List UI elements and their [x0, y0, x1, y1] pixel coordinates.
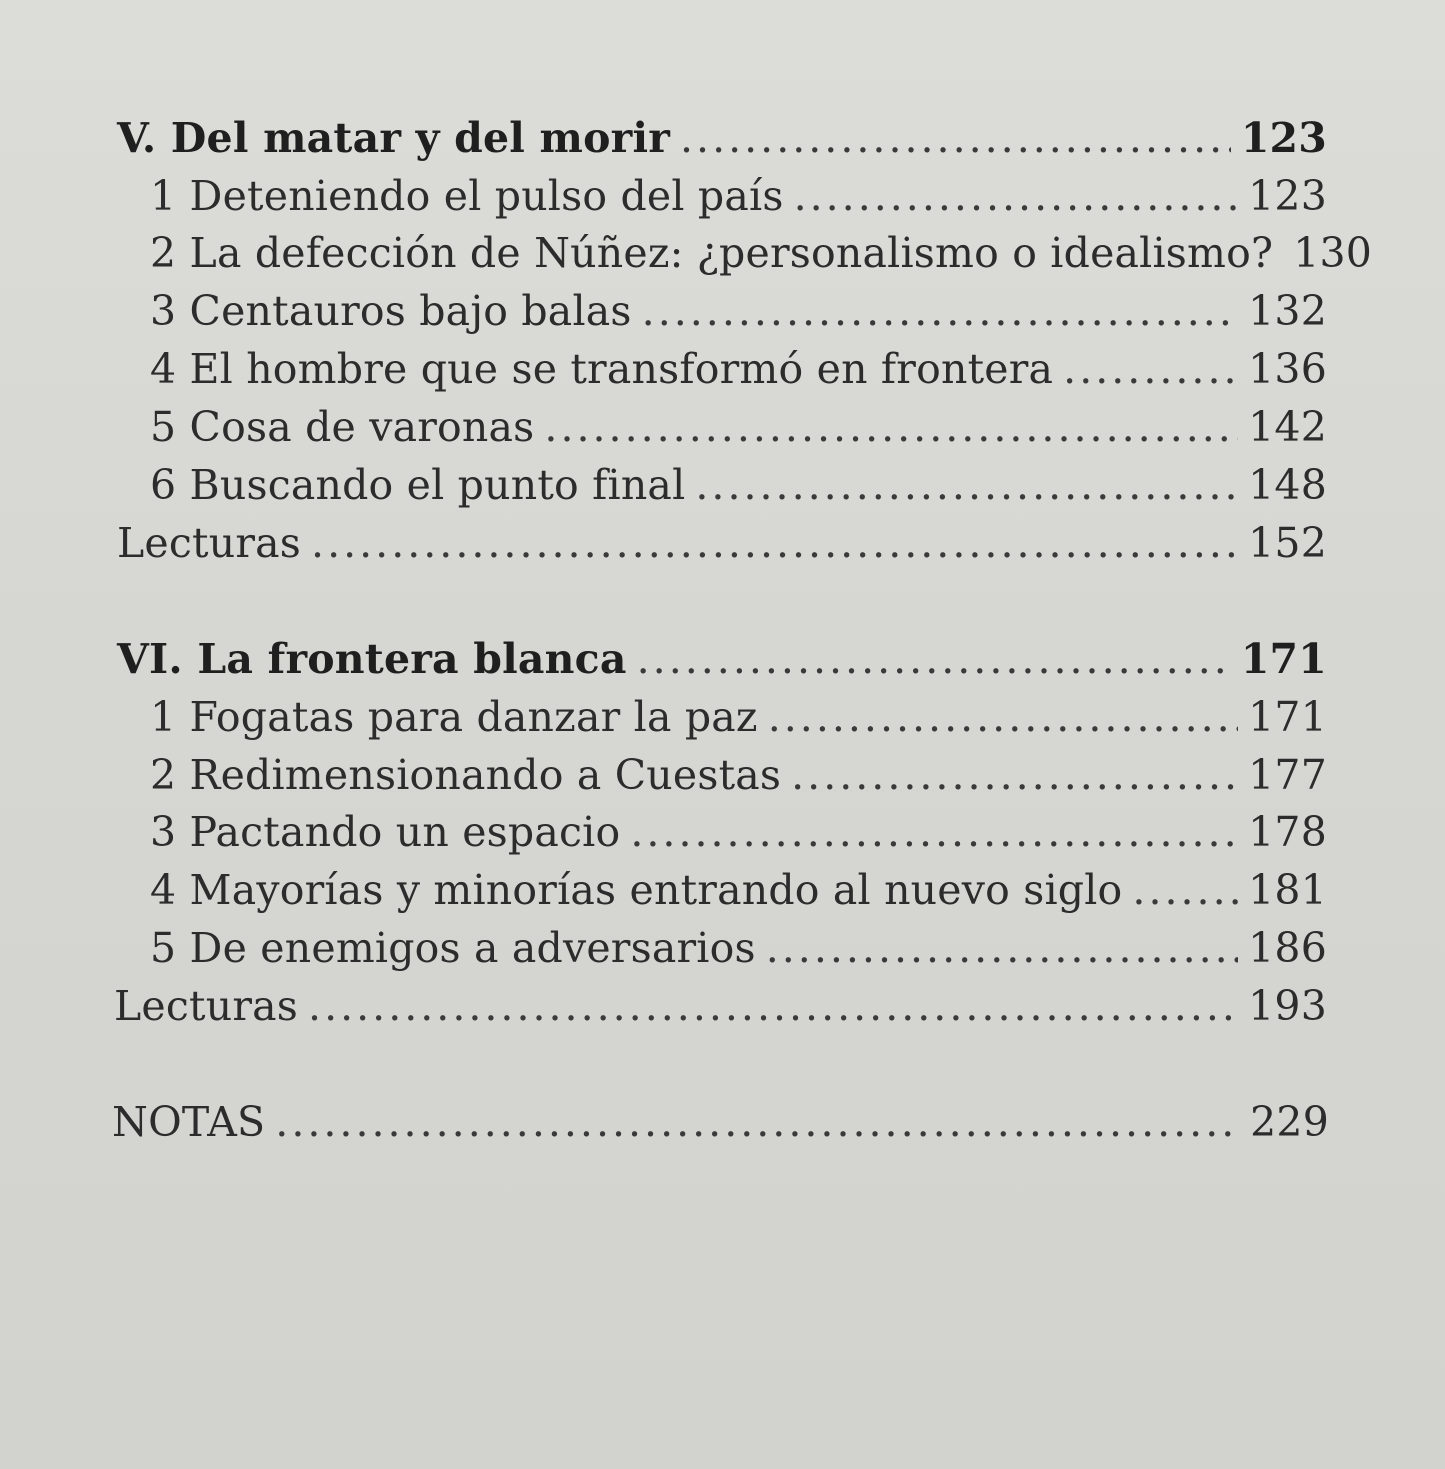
section-title: 2 Redimensionando a Cuestas [150, 751, 782, 799]
dot-leader [308, 980, 1238, 1032]
section-page-number: 178 [1248, 808, 1327, 856]
section-page-number: 186 [1248, 924, 1327, 972]
notes-page-number: 229 [1250, 1098, 1329, 1146]
section-title: 6 Buscando el punto final [150, 461, 686, 509]
toc-section [0, 170, 1445, 222]
toc-section [0, 864, 1445, 916]
readings-title: Lecturas [117, 519, 302, 567]
toc-section [0, 749, 1445, 801]
toc-section [0, 691, 1445, 743]
dot-leader [642, 285, 1238, 337]
section-title: 4 Mayorías y minorías entrando al nuevo siglo [150, 866, 1123, 914]
section-page-number: 132 [1248, 287, 1327, 335]
toc-readings [0, 517, 1445, 569]
dot-leader [791, 749, 1238, 801]
readings-page-number: 193 [1248, 982, 1327, 1030]
section-page-number: 181 [1248, 866, 1327, 914]
section-page-number: 142 [1248, 403, 1327, 451]
section-title: 1 Deteniendo el pulso del país [150, 172, 784, 220]
dot-leader [311, 517, 1238, 569]
section-title: 2 La defección de Núñez: ¿personalismo o idealismo? [150, 229, 1274, 277]
chapter-title: V. Del matar y del morir [117, 114, 671, 162]
section-title: 3 Pactando un espacio [150, 808, 621, 856]
dot-leader [1063, 343, 1238, 395]
dot-leader [275, 1096, 1240, 1148]
dot-leader [768, 691, 1238, 743]
section-page-number: 171 [1248, 693, 1327, 741]
section-title: 3 Centauros bajo balas [150, 287, 632, 335]
dot-leader [637, 633, 1231, 685]
readings-page-number: 152 [1248, 519, 1327, 567]
toc-notes [0, 1096, 1445, 1148]
section-title: 5 De enemigos a adversarios [150, 924, 756, 972]
section-page-number: 130 [1293, 229, 1373, 277]
toc-section [0, 459, 1445, 511]
section-title: 4 El hombre que se transformó en frontera [150, 345, 1054, 393]
dot-leader [544, 401, 1238, 453]
chapter-title: VI. La frontera blanca [117, 635, 627, 683]
dot-leader [1132, 864, 1238, 916]
toc-section [0, 922, 1445, 974]
toc-section [0, 343, 1445, 395]
chapter-page-number: 123 [1240, 114, 1327, 162]
notes-title: NOTAS [112, 1098, 266, 1146]
toc-chapter-v [0, 112, 1445, 164]
dot-leader [630, 806, 1238, 858]
dot-leader [695, 459, 1238, 511]
toc-section [0, 401, 1445, 453]
section-page-number: 123 [1248, 172, 1327, 220]
section-page-number: 136 [1248, 345, 1327, 393]
section-page-number: 148 [1248, 461, 1327, 509]
toc-section [0, 806, 1445, 858]
toc-section [0, 285, 1445, 337]
toc-section [0, 227, 1445, 279]
toc-chapter-vi [0, 633, 1445, 685]
toc-readings [0, 980, 1445, 1032]
section-title: 1 Fogatas para danzar la paz [150, 693, 758, 741]
dot-leader [766, 922, 1238, 974]
readings-title: Lecturas [114, 982, 299, 1030]
dot-leader [794, 170, 1239, 222]
chapter-page-number: 171 [1240, 635, 1327, 683]
section-title: 5 Cosa de varonas [150, 403, 535, 451]
dot-leader [680, 112, 1231, 164]
section-page-number: 177 [1248, 751, 1327, 799]
